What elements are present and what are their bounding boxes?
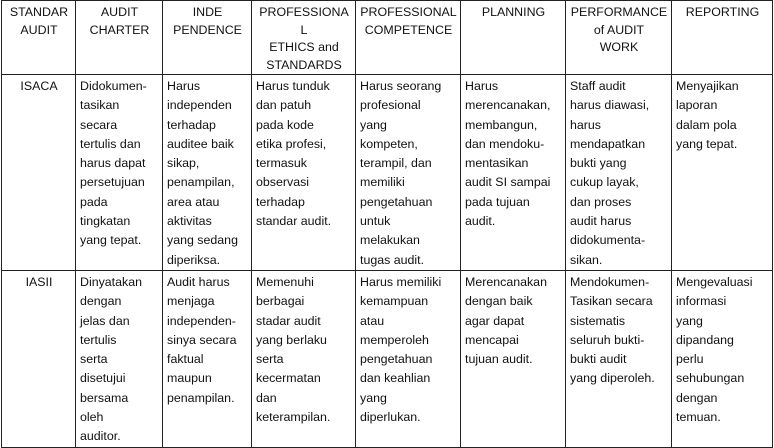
header-performance-of-audit-work: PERFORMANCE of AUDIT WORK bbox=[566, 1, 672, 75]
audit-standards-table bbox=[1, 0, 773, 448]
cell-independence: Harus independen terhadap auditee baik sikap, penampilan, area atau aktivitas yang sedang diperiksa. bbox=[163, 75, 252, 271]
header-standar-audit: STANDAR AUDIT bbox=[2, 1, 76, 75]
header-professional-competence: PROFESSIONAL COMPETENCE bbox=[356, 1, 461, 75]
row-standard-label: ISACA bbox=[2, 75, 76, 271]
cell-performance-of-audit-work: Mendokumen- Tasikan secara sistematis seluruh bukti- bukti audit yang diperoleh. bbox=[566, 270, 672, 447]
header-audit-charter: AUDIT CHARTER bbox=[76, 1, 163, 75]
cell-planning: Harus merencanakan, membangun, dan mendoku- mentasikan audit SI sampai pada tujuan audit. bbox=[461, 75, 566, 271]
cell-reporting: Mengevaluasi informasi yang dipandang perlu sehubungan dengan temuan. bbox=[672, 270, 773, 447]
cell-professional-competence: Harus memiliki kemampuan atau memperoleh pengetahuan dan keahlian yang diperlukan. bbox=[356, 270, 461, 447]
row-standard-label: IASII bbox=[2, 270, 76, 447]
cell-reporting: Menyajikan laporan dalam pola yang tepat. bbox=[672, 75, 773, 271]
cell-professional-ethics: Memenuhi berbagai stadar audit yang berlaku serta kecermatan dan keterampilan. bbox=[252, 270, 356, 447]
header-professional-ethics: PROFESSIONAL ETHICS and STANDARDS bbox=[252, 1, 356, 75]
cell-audit-charter: Didokumen- tasikan secara tertulis dan harus dapat persetujuan pada tingkatan yang tepat. bbox=[76, 75, 163, 271]
header-reporting: REPORTING bbox=[672, 1, 773, 75]
cell-professional-ethics: Harus tunduk dan patuh pada kode etika profesi, termasuk observasi terhadap standar audit. bbox=[252, 75, 356, 271]
cell-audit-charter: Dinyatakan dengan jelas dan tertulis serta disetujui bersama oleh auditor. bbox=[76, 270, 163, 447]
cell-professional-competence: Harus seorang profesional yang kompeten, terampil, dan memiliki pengetahuan untuk melakukan tugas audit. bbox=[356, 75, 461, 271]
table-row-isaca bbox=[2, 75, 773, 271]
header-row bbox=[2, 1, 773, 75]
cell-independence: Audit harus menjaga independen- sinya secara faktual maupun penampilan. bbox=[163, 270, 252, 447]
cell-performance-of-audit-work: Staff audit harus diawasi, harus mendapatkan bukti yang cukup layak, dan proses audit harus didokumenta- sikan. bbox=[566, 75, 672, 271]
table-row-iasii bbox=[2, 270, 773, 447]
cell-planning: Merencanakan dengan baik agar dapat mencapai tujuan audit. bbox=[461, 270, 566, 447]
header-independence: INDE PENDENCE bbox=[163, 1, 252, 75]
header-planning: PLANNING bbox=[461, 1, 566, 75]
